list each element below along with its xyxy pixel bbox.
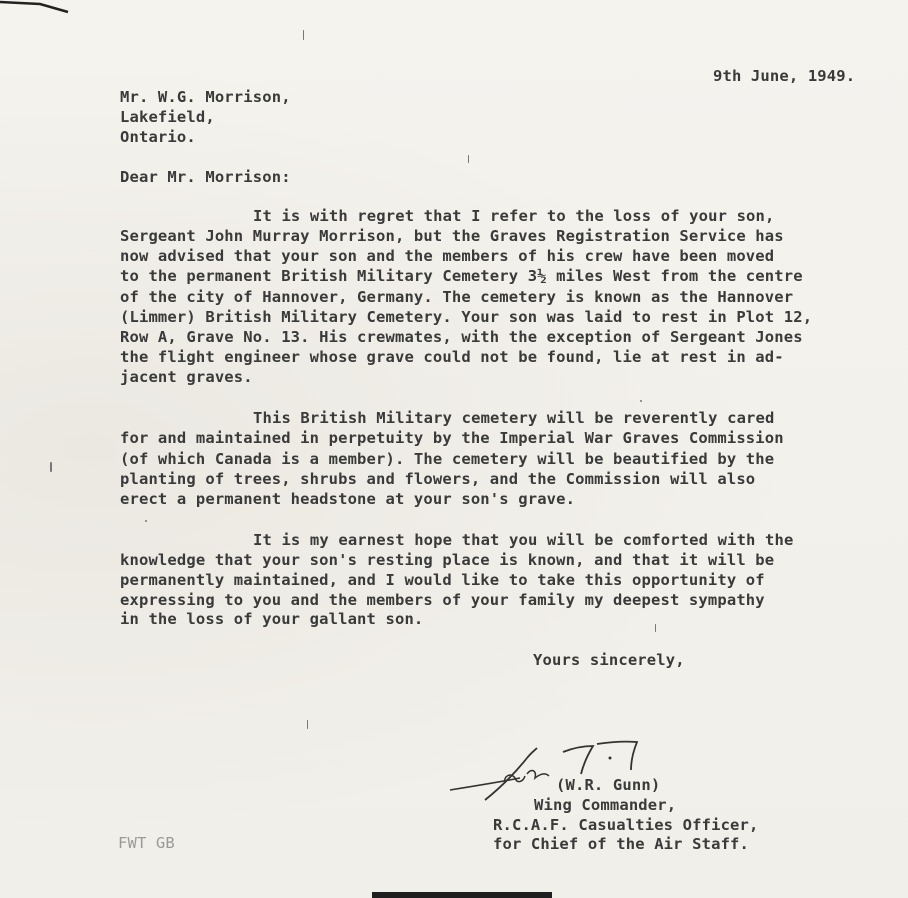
paragraph-3-line-1: It is my earnest hope that you will be comforted with the	[253, 531, 794, 549]
paragraph-2-line-5: erect a permanent headstone at your son's grave.	[120, 490, 576, 508]
paper-speck	[640, 400, 642, 402]
paragraph-3-line-2: knowledge that your son's resting place is known, and that it will be	[120, 551, 775, 569]
paragraph-1-line-6: (Limmer) British Military Cemetery. Your son was laid to rest in Plot 12,	[120, 308, 813, 326]
paper-speck	[50, 462, 52, 472]
signatory-name: (W.R. Gunn)	[556, 776, 661, 794]
paragraph-2-line-3: (of which Canada is a member). The cemetery will be beautified by the	[120, 450, 775, 468]
paragraph-1-line-3: now advised that your son and the members of his crew have been moved	[120, 247, 775, 265]
corner-ink-mark	[0, 0, 70, 14]
paragraph-2-line-4: planting of trees, shrubs and flowers, and the Commission will also	[120, 470, 756, 488]
paragraph-1-line-9: jacent graves.	[120, 368, 253, 386]
address-line-3: Ontario.	[120, 128, 196, 146]
paragraph-3-line-4: expressing to you and the members of your family my deepest sympathy	[120, 591, 765, 609]
paper-speck	[655, 624, 656, 632]
address-line-2: Lakefield,	[120, 108, 215, 126]
paragraph-1-line-5: of the city of Hannover, Germany. The cemetery is known as the Hannover	[120, 288, 794, 306]
paragraph-1-line-8: the flight engineer whose grave could not be found, lie at rest in ad-	[120, 348, 784, 366]
paper-speck	[307, 720, 308, 729]
paper-speck	[145, 520, 147, 522]
paragraph-3-line-3: permanently maintained, and I would like to take this opportunity of	[120, 571, 765, 589]
reference-initials: FWT GB	[118, 834, 175, 852]
signatory-on-behalf: for Chief of the Air Staff.	[493, 835, 750, 853]
closing: Yours sincerely,	[533, 651, 685, 669]
paragraph-1-line-2: Sergeant John Murray Morrison, but the Graves Registration Service has	[120, 227, 784, 245]
address-line-1: Mr. W.G. Morrison,	[120, 88, 291, 106]
bottom-edge-mark	[372, 892, 552, 898]
paragraph-1-line-7: Row A, Grave No. 13. His crewmates, with the exception of Sergeant Jones	[120, 328, 803, 346]
paragraph-1-line-4: to the permanent British Military Cemetery 3½ miles West from the centre	[120, 267, 803, 285]
paragraph-1-line-1: It is with regret that I refer to the loss of your son,	[253, 207, 775, 225]
salutation: Dear Mr. Morrison:	[120, 168, 291, 186]
paper-speck	[468, 155, 469, 163]
paragraph-2-line-2: for and maintained in perpetuity by the Imperial War Graves Commission	[120, 429, 784, 447]
paragraph-2-line-1: This British Military cemetery will be reverently cared	[253, 409, 775, 427]
letter-date: 9th June, 1949.	[713, 67, 856, 85]
signatory-rank: Wing Commander,	[534, 796, 677, 814]
signatory-title: R.C.A.F. Casualties Officer,	[493, 816, 759, 834]
paper-speck	[303, 30, 304, 40]
paragraph-3-line-5: in the loss of your gallant son.	[120, 610, 424, 628]
